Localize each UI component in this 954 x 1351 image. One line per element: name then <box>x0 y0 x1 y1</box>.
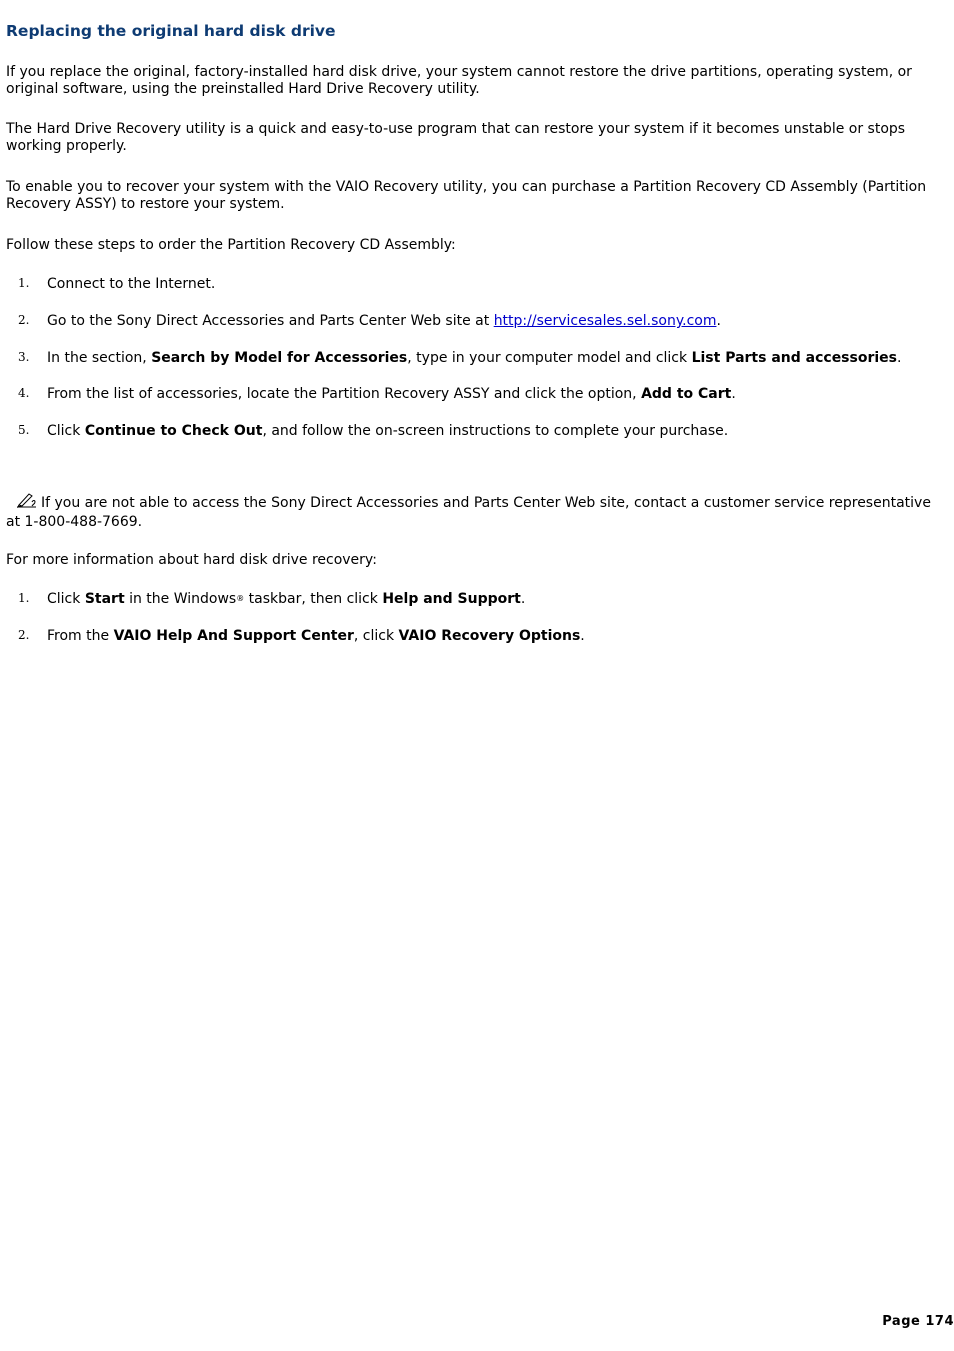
step-number: 2. <box>18 313 30 327</box>
step-text: Connect to the Internet. <box>47 276 216 292</box>
sony-parts-link[interactable]: http://servicesales.sel.sony.com <box>493 313 717 329</box>
list-item <box>0 422 940 440</box>
note-text: If you are not able to access the Sony Direct Accessories and Parts Center Web site, contact a customer service representative at 1-800-488-7669. <box>6 495 931 530</box>
step-text-mid: , click <box>353 628 399 644</box>
intro-paragraph-3: To enable you to recover your system with the VAIO Recovery utility, you can purchase a Partition Recovery CD Assembly (Partition Recovery ASSY) to restore your system. <box>6 179 927 212</box>
step-text-end: . <box>520 591 526 607</box>
step-text-end: . <box>897 350 902 366</box>
intro-paragraph-1: If you replace the original, factory-installed hard disk drive, your system cannot restore the drive partitions, operating system, or original software, using the preinstalled Hard Drive Recovery utility. <box>6 64 912 97</box>
step-text: From the list of accessories, locate the Partition Recovery ASSY and click the option, <box>47 386 642 402</box>
step-number: 3. <box>18 350 30 364</box>
bold-term: VAIO Help And Support Center <box>113 628 354 644</box>
bold-term: VAIO Recovery Options <box>398 628 581 644</box>
list-item <box>0 627 940 645</box>
list-item <box>0 590 940 608</box>
step-text-mid: in the Windows <box>124 591 237 607</box>
recovery-steps-list <box>0 590 940 664</box>
note-pencil-icon <box>16 492 38 514</box>
step-text: Click <box>47 591 85 607</box>
bold-term: Search by Model for Accessories <box>151 350 408 366</box>
step-text: From the <box>47 628 114 644</box>
steps-lead-in: Follow these steps to order the Partition Recovery CD Assembly: <box>6 237 456 253</box>
step-text: In the section, <box>47 350 152 366</box>
bold-term: List Parts and accessories <box>691 350 897 366</box>
step-number: 2. <box>18 628 30 642</box>
page-number: Page 174 <box>882 1314 954 1329</box>
order-steps-list <box>0 275 940 459</box>
registered-mark: ® <box>236 594 245 603</box>
step-text: Go to the Sony Direct Accessories and Parts Center Web site at <box>47 313 494 329</box>
step-text-end: , and follow the on-screen instructions to complete your purchase. <box>262 423 729 439</box>
bold-term: Continue to Check Out <box>84 423 263 439</box>
step-text-mid: taskbar, then click <box>244 591 383 607</box>
list-item <box>0 385 940 403</box>
step-number: 1. <box>18 591 30 605</box>
page-title: Replacing the original hard disk drive <box>6 22 336 40</box>
list-item <box>0 275 940 293</box>
intro-paragraph-2: The Hard Drive Recovery utility is a quick and easy-to-use program that can restore your system if it becomes unstable or stops working properly. <box>6 121 906 154</box>
step-number: 4. <box>18 386 30 400</box>
step-text-end: . <box>580 628 585 644</box>
bold-term: Start <box>84 591 125 607</box>
bold-term: Add to Cart <box>641 386 732 402</box>
bold-term: Help and Support <box>382 591 521 607</box>
list-item <box>0 349 940 367</box>
more-info-paragraph: For more information about hard disk drive recovery: <box>6 552 377 568</box>
step-number: 5. <box>18 423 30 437</box>
step-text: Click <box>47 423 85 439</box>
step-text-end: . <box>731 386 736 402</box>
step-number: 1. <box>18 276 30 290</box>
list-item <box>0 312 940 330</box>
note-paragraph <box>6 492 941 531</box>
step-text-mid: , type in your computer model and click <box>407 350 692 366</box>
step-text-end: . <box>716 313 721 329</box>
